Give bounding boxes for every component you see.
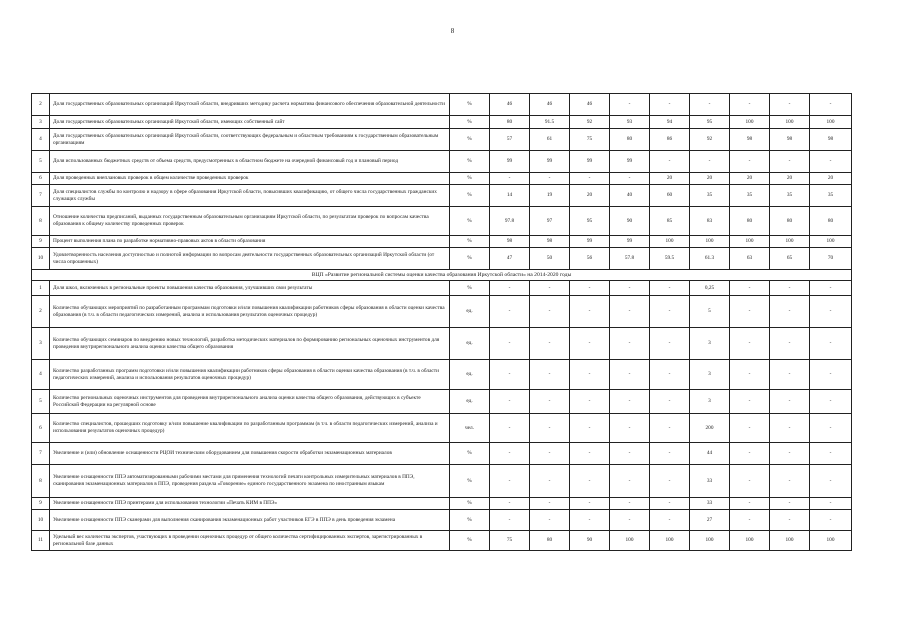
value-cell: - [610, 498, 650, 510]
value-cell: 35 [730, 185, 770, 207]
value-cell: - [530, 360, 570, 390]
value-cell: - [570, 443, 610, 465]
indicator-name: Доля использованных бюджетных средств от объема средств, предусмотренных в областном бюджете на очередной финансовый год и плановый период [50, 151, 450, 173]
value-cell: - [650, 94, 690, 116]
table-row [32, 94, 852, 116]
value-cell: - [810, 328, 852, 360]
value-cell: - [610, 94, 650, 116]
value-cell: 99 [530, 151, 570, 173]
value-cell: - [730, 94, 770, 116]
table-row [32, 173, 852, 185]
value-cell: - [770, 510, 810, 531]
value-cell: 100 [690, 236, 730, 248]
value-cell: - [650, 510, 690, 531]
value-cell: - [690, 151, 730, 173]
unit-cell: % [450, 248, 490, 270]
unit-cell: % [450, 498, 490, 510]
value-cell: - [730, 296, 770, 328]
value-cell: 20 [810, 173, 852, 185]
value-cell: - [490, 465, 530, 498]
value-cell: 60 [650, 185, 690, 207]
unit-cell: % [450, 94, 490, 116]
value-cell: 100 [770, 531, 810, 551]
value-cell: - [690, 94, 730, 116]
unit-cell: % [450, 185, 490, 207]
indicator-name: Увеличение оснащенности ППЭ автоматизированными рабочими местами для применения технологий печати контрольных измерительных материалов в ППЭ, сканирования экзаменационных материалов в ППЭ, проведения раздела «Говорение» единого государственного экзамена по иностранным языкам [50, 465, 450, 498]
value-cell: 40 [610, 185, 650, 207]
row-number: 3 [32, 116, 50, 129]
value-cell: 100 [650, 236, 690, 248]
value-cell: - [530, 443, 570, 465]
value-cell: 100 [650, 531, 690, 551]
value-cell: 46 [490, 94, 530, 116]
value-cell: 80 [530, 531, 570, 551]
value-cell: 47 [490, 248, 530, 270]
unit-cell: % [450, 281, 490, 296]
row-number: 11 [32, 531, 50, 551]
value-cell: - [730, 465, 770, 498]
value-cell: - [810, 360, 852, 390]
row-number: 2 [32, 94, 50, 116]
indicator-name: Процент выполнения плана по разработке нормативно-правовых актов в области образования [50, 236, 450, 248]
value-cell: 80 [730, 207, 770, 236]
value-cell: 98 [490, 236, 530, 248]
value-cell: - [570, 390, 610, 414]
value-cell: - [730, 151, 770, 173]
value-cell: - [570, 281, 610, 296]
page-number: 8 [450, 27, 455, 35]
value-cell: - [770, 443, 810, 465]
table-row [32, 281, 852, 296]
value-cell: - [490, 360, 530, 390]
row-number: 3 [32, 328, 50, 360]
value-cell: - [610, 510, 650, 531]
value-cell: - [810, 296, 852, 328]
indicator-name: Количество региональных оценочных инструментов для проведения внутрирегионального анализа оценки качества общего образования, действующих в субъекте Российской Федерации на регулярной основе [50, 390, 450, 414]
row-number: 9 [32, 236, 50, 248]
row-number: 8 [32, 207, 50, 236]
value-cell: - [770, 360, 810, 390]
value-cell: 80 [810, 207, 852, 236]
value-cell: 27 [690, 510, 730, 531]
table-row [32, 116, 852, 129]
value-cell: 46 [570, 94, 610, 116]
indicator-name: Доля государственных образовательных организаций Иркутской области, внедривших методику расчета норматива финансового обеспечения образовательной деятельности [50, 94, 450, 116]
value-cell: - [490, 173, 530, 185]
indicator-name: Доля специалистов службы по контролю и надзору в сфере образования Иркутской области, повысивших квалификацию, от общего числа государственных гражданских служащих службы [50, 185, 450, 207]
value-cell: - [570, 328, 610, 360]
value-cell: 20 [770, 173, 810, 185]
value-cell: 20 [650, 173, 690, 185]
value-cell: 70 [810, 248, 852, 270]
value-cell: 98 [810, 129, 852, 151]
indicator-name: Удельный вес количества экспертов, участвующих в проведении оценочных процедур от общего количества сертифицированных экспертов, зарегистрированных в региональной базе данных [50, 531, 450, 551]
unit-cell: % [450, 510, 490, 531]
value-cell: - [610, 328, 650, 360]
value-cell: 20 [690, 173, 730, 185]
value-cell: 19 [530, 185, 570, 207]
value-cell: - [610, 296, 650, 328]
value-cell: - [810, 510, 852, 531]
row-number: 5 [32, 390, 50, 414]
value-cell: 61.3 [690, 248, 730, 270]
value-cell: 57 [490, 129, 530, 151]
value-cell: - [650, 328, 690, 360]
value-cell: 100 [770, 236, 810, 248]
value-cell: 44 [690, 443, 730, 465]
section-header-row [32, 270, 852, 281]
value-cell: - [610, 390, 650, 414]
value-cell: - [810, 465, 852, 498]
value-cell: - [610, 173, 650, 185]
section-title: ВЦП «Развитие региональной системы оценки качества образования Иркутской области» на 2014-2020 годы [32, 270, 852, 281]
row-number: 4 [32, 360, 50, 390]
value-cell: - [810, 443, 852, 465]
value-cell: - [610, 414, 650, 443]
value-cell: - [730, 360, 770, 390]
value-cell: - [810, 151, 852, 173]
value-cell: - [570, 296, 610, 328]
table-row [32, 390, 852, 414]
value-cell: - [490, 281, 530, 296]
value-cell: - [650, 443, 690, 465]
value-cell: - [730, 498, 770, 510]
value-cell: - [810, 414, 852, 443]
value-cell: 95 [690, 116, 730, 129]
value-cell: 75 [570, 129, 610, 151]
indicator-name: Доля государственных образовательных организаций Иркутской области, имеющих собственный сайт [50, 116, 450, 129]
indicators-table [31, 93, 852, 551]
indicator-name: Количество обучающих семинаров по внедрению новых технологий, разработка методических материалов по формированию региональных оценочных инструментов для проведения внутрирегионального анализа оценки качества общего образования [50, 328, 450, 360]
value-cell: 98 [730, 129, 770, 151]
value-cell: - [650, 498, 690, 510]
value-cell: 83 [690, 207, 730, 236]
value-cell: 100 [810, 236, 852, 248]
value-cell: - [770, 414, 810, 443]
value-cell: 100 [810, 531, 852, 551]
table-row [32, 328, 852, 360]
value-cell: - [650, 465, 690, 498]
value-cell: 33 [690, 498, 730, 510]
value-cell: - [610, 360, 650, 390]
table-row [32, 465, 852, 498]
value-cell: 33 [690, 465, 730, 498]
value-cell: 85 [650, 207, 690, 236]
value-cell: 35 [810, 185, 852, 207]
value-cell: - [770, 94, 810, 116]
unit-cell: % [450, 236, 490, 248]
table-row [32, 207, 852, 236]
value-cell: 97 [530, 207, 570, 236]
value-cell: - [650, 390, 690, 414]
value-cell: 50 [530, 248, 570, 270]
value-cell: - [650, 360, 690, 390]
value-cell: - [490, 296, 530, 328]
value-cell: 20 [570, 185, 610, 207]
indicator-name: Увеличение оснащенности ППЭ сканерами для выполнения сканирования экзаменационных работ участников ЕГЭ в ППЭ в день проведения экзамена [50, 510, 450, 531]
row-number: 10 [32, 510, 50, 531]
value-cell: 97.8 [490, 207, 530, 236]
value-cell: 100 [770, 116, 810, 129]
value-cell: - [530, 465, 570, 498]
value-cell: 93 [610, 116, 650, 129]
value-cell: 100 [730, 531, 770, 551]
value-cell: 99 [570, 236, 610, 248]
value-cell: - [650, 414, 690, 443]
value-cell: - [650, 151, 690, 173]
table-row [32, 296, 852, 328]
value-cell: 99 [490, 151, 530, 173]
value-cell: - [770, 151, 810, 173]
value-cell: - [490, 390, 530, 414]
value-cell: - [770, 390, 810, 414]
value-cell: - [730, 281, 770, 296]
table-row [32, 498, 852, 510]
value-cell: - [650, 281, 690, 296]
value-cell: - [770, 465, 810, 498]
value-cell: - [530, 328, 570, 360]
value-cell: - [490, 328, 530, 360]
indicator-name: Доля школ, включенных в региональные проекты повышения качества образования, улучшивших свои результаты [50, 281, 450, 296]
value-cell: - [730, 328, 770, 360]
value-cell: 100 [810, 116, 852, 129]
unit-cell: % [450, 465, 490, 498]
value-cell: 75 [490, 531, 530, 551]
table-row [32, 236, 852, 248]
value-cell: - [570, 173, 610, 185]
value-cell: 35 [770, 185, 810, 207]
indicator-name: Удовлетворенность населения доступностью и полнотой информации по вопросам деятельности государственных образовательных организаций Иркутской области (от числа опрошенных) [50, 248, 450, 270]
row-number: 6 [32, 173, 50, 185]
table-row [32, 248, 852, 270]
unit-cell: % [450, 129, 490, 151]
value-cell: 57.8 [610, 248, 650, 270]
value-cell: 0,25 [690, 281, 730, 296]
value-cell: 5 [690, 296, 730, 328]
value-cell: 100 [730, 236, 770, 248]
value-cell: 99 [570, 151, 610, 173]
value-cell: 3 [690, 360, 730, 390]
unit-cell: ед. [450, 296, 490, 328]
value-cell: 59.5 [650, 248, 690, 270]
value-cell: - [530, 510, 570, 531]
indicator-name: Количество специалистов, прошедших подготовку и/или повышение квалификации по разработанным программам (в т.ч. в области педагогических измерений, анализа и использования результатов оценочных процедур) [50, 414, 450, 443]
value-cell: - [490, 443, 530, 465]
value-cell: - [490, 414, 530, 443]
unit-cell: % [450, 151, 490, 173]
value-cell: 56 [570, 248, 610, 270]
value-cell: 95 [570, 207, 610, 236]
value-cell: 99 [610, 151, 650, 173]
value-cell: - [810, 498, 852, 510]
row-number: 10 [32, 248, 50, 270]
value-cell: - [810, 94, 852, 116]
value-cell: 20 [730, 173, 770, 185]
table-row [32, 443, 852, 465]
indicator-name: Количество обучающих мероприятий по разработанным программам подготовки и/или повышения квалификации работников сферы образования в области оценки качества образования (в т.ч. в области педагогических измерений, анализа и использования результатов оценочных процедур) [50, 296, 450, 328]
value-cell: 65 [770, 248, 810, 270]
value-cell: - [570, 510, 610, 531]
unit-cell: % [450, 443, 490, 465]
indicator-name: Увеличение оснащенности ППЭ принтерами для использования технологии «Печать КИМ в ППЭ» [50, 498, 450, 510]
value-cell: - [610, 465, 650, 498]
value-cell: - [730, 390, 770, 414]
value-cell: 99 [610, 236, 650, 248]
value-cell: 3 [690, 390, 730, 414]
row-number: 1 [32, 281, 50, 296]
indicator-name: Доля государственных образовательных организаций Иркутской области, соответствующих федеральным и областным требованиям к государственным образовательным организациям [50, 129, 450, 151]
value-cell: - [770, 328, 810, 360]
value-cell: 100 [730, 116, 770, 129]
value-cell: - [770, 296, 810, 328]
value-cell: - [530, 281, 570, 296]
unit-cell: ед. [450, 328, 490, 360]
unit-cell: % [450, 531, 490, 551]
value-cell: 63 [730, 248, 770, 270]
row-number: 5 [32, 151, 50, 173]
value-cell: - [730, 510, 770, 531]
row-number: 6 [32, 414, 50, 443]
unit-cell: ед. [450, 360, 490, 390]
value-cell: 200 [690, 414, 730, 443]
value-cell: 61 [530, 129, 570, 151]
row-number: 9 [32, 498, 50, 510]
value-cell: - [530, 390, 570, 414]
table-row [32, 151, 852, 173]
value-cell: 3 [690, 328, 730, 360]
value-cell: - [490, 510, 530, 531]
value-cell: 90 [570, 531, 610, 551]
table-row [32, 531, 852, 551]
value-cell: 80 [610, 129, 650, 151]
table-row [32, 185, 852, 207]
unit-cell: чел. [450, 414, 490, 443]
table-row [32, 360, 852, 390]
value-cell: 46 [530, 94, 570, 116]
indicator-name: Отношение количества предписаний, выданных государственным образовательным организациям Иркутской области, по результатам проверок по вопросам качества образования к общему количеству проведенных проверок [50, 207, 450, 236]
value-cell: 80 [770, 207, 810, 236]
value-cell: - [810, 390, 852, 414]
value-cell: 80 [490, 116, 530, 129]
table-row [32, 129, 852, 151]
value-cell: - [570, 498, 610, 510]
value-cell: - [770, 498, 810, 510]
value-cell: - [570, 465, 610, 498]
indicator-name: Количество разработанных программ подготовки и/или повышения квалификации работников сферы образования в области оценки качества образования (в т.ч. в области педагогических измерений, анализа и использования результатов оценочных процедур) [50, 360, 450, 390]
value-cell: - [570, 360, 610, 390]
value-cell: 14 [490, 185, 530, 207]
value-cell: - [570, 414, 610, 443]
table-row [32, 414, 852, 443]
value-cell: 90 [610, 207, 650, 236]
value-cell: - [530, 498, 570, 510]
value-cell: 91.5 [530, 116, 570, 129]
value-cell: - [770, 281, 810, 296]
value-cell: - [530, 173, 570, 185]
value-cell: - [810, 281, 852, 296]
row-number: 8 [32, 465, 50, 498]
value-cell: 98 [770, 129, 810, 151]
unit-cell: % [450, 173, 490, 185]
value-cell: 100 [690, 531, 730, 551]
row-number: 7 [32, 443, 50, 465]
value-cell: 100 [610, 531, 650, 551]
value-cell: 92 [690, 129, 730, 151]
value-cell: 94 [650, 116, 690, 129]
indicator-name: Доля проведенных внеплановых проверок в общем количестве проведенных проверок [50, 173, 450, 185]
indicator-name: Увеличение и (или) обновление оснащенности РЦОИ техническим оборудованием для повышения скорости обработки экзаменационных материалов [50, 443, 450, 465]
table-row [32, 510, 852, 531]
value-cell: - [610, 281, 650, 296]
value-cell: - [490, 498, 530, 510]
row-number: 7 [32, 185, 50, 207]
unit-cell: % [450, 116, 490, 129]
value-cell: 86 [650, 129, 690, 151]
row-number: 2 [32, 296, 50, 328]
value-cell: 98 [530, 236, 570, 248]
value-cell: 35 [690, 185, 730, 207]
value-cell: - [610, 443, 650, 465]
unit-cell: ед. [450, 390, 490, 414]
unit-cell: % [450, 207, 490, 236]
value-cell: - [530, 414, 570, 443]
row-number: 4 [32, 129, 50, 151]
value-cell: - [530, 296, 570, 328]
value-cell: 92 [570, 116, 610, 129]
value-cell: - [730, 414, 770, 443]
value-cell: - [730, 443, 770, 465]
value-cell: - [650, 296, 690, 328]
